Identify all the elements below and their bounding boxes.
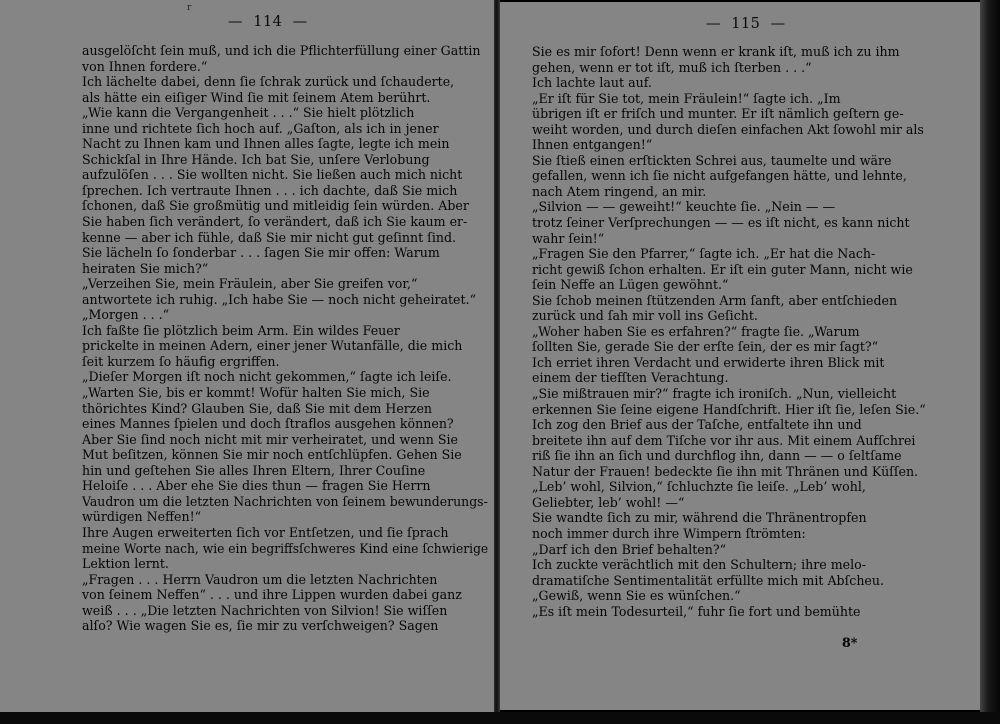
- text-line: eines Mannes ſpielen und doch ſtraflos ausgehen können?: [82, 416, 454, 432]
- text-line: „Es iſt mein Todesurteil,“ fuhr ſie fort und bemühte: [532, 603, 861, 619]
- text-line: weiß . . . „Die letzten Nachrichten von Silvion! Sie wiſſen: [82, 602, 448, 618]
- text-line: Ich zog den Brief aus der Taſche, entfaltete ihn und: [532, 417, 862, 433]
- left-page-text: [82, 43, 488, 634]
- text-line: Mut beſitzen, können Sie mir noch entſchlüpfen. Gehen Sie: [82, 447, 462, 463]
- text-line: würdigen Neffen!“: [82, 509, 202, 525]
- text-line: Geliebter, leb’ wohl! —“: [532, 494, 685, 510]
- text-line: Sie lächeln ſo ſonderbar . . . ſagen Sie mir offen: Warum: [82, 245, 440, 261]
- text-line: „Dieſer Morgen iſt noch nicht gekommen,“ ſagte ich leiſe.: [82, 369, 452, 385]
- text-line: meine Worte nach, wie ein begriffsſchweres Kind eine ſchwierige: [82, 540, 489, 556]
- text-line: „Fragen . . . Herrn Vaudron um die letzten Nachrichten: [82, 571, 438, 587]
- text-line: Ich zuckte verächtlich mit den Schultern; ihre melo-: [532, 557, 866, 573]
- text-line: „Wie kann die Vergangenheit . . .“ Sie hielt plötzlich: [82, 105, 415, 121]
- text-line: Nacht zu Ihnen kam und Ihnen alles ſagte, legte ich mein: [82, 136, 450, 152]
- text-line: einem der tiefſten Verachtung.: [532, 370, 729, 386]
- text-line: Lektion lernt.: [82, 556, 169, 572]
- text-line: Natur der Frauen! bedeckte ſie ihn mit Thränen und Küſſen.: [532, 463, 919, 479]
- text-line: Sie ſchob meinen ſtützenden Arm ſanft, aber entſchieden: [532, 292, 898, 308]
- text-line: breitete ihn auf dem Tiſche vor ihr aus. Mit einem Aufſchrei: [532, 432, 916, 448]
- text-line: Ihre Augen erweiterten ſich vor Entſetzen, und ſie ſprach: [82, 524, 449, 540]
- text-line: ausgelöſcht ſein muß, und ich die Pflichterfüllung einer Gattin: [82, 43, 481, 58]
- text-line: richt gewiß ſchon erhalten. Er iſt ein guter Mann, nicht wie: [532, 261, 913, 277]
- text-line: riß ſie ihn an ſich und durchflog ihn, dann — — o ſeltſame: [532, 448, 902, 464]
- text-line: thörichtes Kind? Glauben Sie, daß Sie mit dem Herzen: [82, 400, 433, 416]
- text-line: noch immer durch ihre Wimpern ſtrömten:: [532, 525, 806, 541]
- text-line: Schickſal in Ihre Hände. Ich bat Sie, unſere Verlobung: [82, 151, 430, 167]
- text-line: „Warten Sie, bis er kommt! Wofür halten Sie mich, Sie: [82, 385, 430, 401]
- text-line: nach Atem ringend, an mir.: [532, 183, 707, 199]
- text-line: weiht worden, und durch dieſen einfachen Akt ſowohl mir als: [532, 121, 924, 137]
- right-page: [500, 2, 980, 710]
- page-number-right: — 115 —: [706, 16, 786, 32]
- text-line: kenne — aber ich fühle, daß Sie mir nicht gut geſinnt ſind.: [82, 229, 457, 245]
- text-line: gefallen, wenn ich ſie nicht aufgefangen hätte, und lehnte,: [532, 168, 907, 184]
- text-line: „Woher haben Sie es erfahren?“ fragte ſie. „Warum: [532, 323, 860, 339]
- text-line: zurück und ſah mir voll ins Geſicht.: [532, 308, 758, 324]
- text-line: übrigen iſt er friſch und munter. Er iſt nämlich geſtern ge-: [532, 106, 904, 122]
- text-line: inne und richtete ſich hoch auf. „Gaſton, als ich in jener: [82, 120, 439, 136]
- text-line: „Er iſt für Sie tot, mein Fräulein!“ ſagte ich. „Im: [532, 90, 841, 106]
- text-line: Ich erriet ihren Verdacht und erwiderte ihren Blick mit: [532, 354, 885, 370]
- text-line: „Gewiß, wenn Sie es wünſchen.“: [532, 588, 741, 604]
- text-line: aufzulöſen . . . Sie wollten nicht. Sie ließen auch mich nicht: [82, 167, 463, 183]
- text-line: ſein Neffe an Lügen gewöhnt.“: [532, 277, 729, 293]
- text-line: Vaudron um die letzten Nachrichten von ſeinem bewunderungs-: [82, 493, 488, 509]
- text-line: „Darf ich den Brief behalten?“: [532, 541, 727, 557]
- text-line: Ihnen entgangen!“: [532, 137, 653, 153]
- text-line: dramatiſche Sentimentalität erfüllte mich mit Abſcheu.: [532, 572, 884, 588]
- text-line: hin und geſtehen Sie alles Ihren Eltern, Ihrer Couſine: [82, 462, 426, 478]
- left-page: [0, 0, 494, 712]
- text-line: prickelte in meinen Adern, einer jener Wutanfälle, die mich: [82, 338, 463, 354]
- text-line: Sie es mir ſofort! Denn wenn er krank iſt, muß ich zu ihm: [532, 44, 900, 59]
- right-page-text: [532, 44, 962, 619]
- text-line: „Verzeihen Sie, mein Fräulein, aber Sie greifen vor,“: [82, 276, 418, 292]
- text-line: Sie ſtieß einen erſtickten Schrei aus, taumelte und wäre: [532, 152, 892, 168]
- text-line: Sie wandte ſich zu mir, während die Thränentropfen: [532, 510, 867, 526]
- text-line: ſchonen, daß Sie großmütig und mitleidig ſein würden. Aber: [82, 198, 469, 214]
- text-line: Ich faßte ſie plötzlich beim Arm. Ein wildes Feuer: [82, 322, 400, 338]
- text-line: „Silvion — — geweiht!“ keuchte ſie. „Nein — —: [532, 199, 836, 215]
- page-edge: [980, 0, 1000, 724]
- text-line: erkennen Sie ſeine eigene Handſchrift. Hier iſt ſie, leſen Sie.“: [532, 401, 926, 417]
- text-line: „Fragen Sie den Pfarrer,“ ſagte ich. „Er hat die Nach-: [532, 246, 876, 262]
- text-line: „Morgen . . .“: [82, 307, 170, 323]
- text-line: heiraten Sie mich?“: [82, 260, 209, 276]
- bottom-edge: [0, 712, 1000, 724]
- text-line: antwortete ich ruhig. „Ich habe Sie — noch nicht geheiratet.“: [82, 291, 477, 307]
- signature-mark: 8*: [842, 635, 858, 650]
- text-line: Sie haben ſich verändert, ſo verändert, daß ich Sie kaum er-: [82, 214, 468, 230]
- text-line: gehen, wenn er tot iſt, muß ich ſterben . . .“: [532, 59, 812, 75]
- text-line: trotz ſeiner Verſprechungen — — es iſt nicht, es kann nicht: [532, 215, 910, 231]
- text-line: „Sie mißtrauen mir?“ fragte ich ironiſch. „Nun, vielleicht: [532, 386, 897, 402]
- text-line: von Ihnen fordere.“: [82, 58, 208, 74]
- page-number-left: — 114 —: [228, 14, 308, 30]
- text-line: Aber Sie ſind noch nicht mit mir verheiratet, und wenn Sie: [82, 431, 459, 447]
- text-line: ſeit kurzem ſo häufig ergriffen.: [82, 353, 280, 369]
- text-line: von ſeinem Neffen“ . . . und ihre Lippen wurden dabei ganz: [82, 587, 462, 603]
- text-line: wahr ſein!“: [532, 230, 605, 246]
- text-line: ſprechen. Ich vertraute Ihnen . . . ich dachte, daß Sie mich: [82, 182, 458, 198]
- text-line: Heloiſe . . . Aber ehe Sie dies thun — fragen Sie Herrn: [82, 478, 431, 494]
- text-line: „Leb’ wohl, Silvion,“ ſchluchzte ſie leiſe. „Leb’ wohl,: [532, 479, 866, 495]
- stray-mark: r: [187, 3, 192, 13]
- text-line: Ich lachte laut auf.: [532, 75, 652, 91]
- text-line: als hätte ein eiſiger Wind ſie mit ſeinem Atem berührt.: [82, 89, 431, 105]
- text-line: ſollten Sie, gerade Sie der erſte ſein, der es mir ſagt?“: [532, 339, 879, 355]
- text-line: Ich lächelte dabei, denn ſie ſchrak zurück und ſchauderte,: [82, 74, 455, 90]
- text-line: alſo? Wie wagen Sie es, ſie mir zu verſchweigen? Sagen: [82, 618, 439, 634]
